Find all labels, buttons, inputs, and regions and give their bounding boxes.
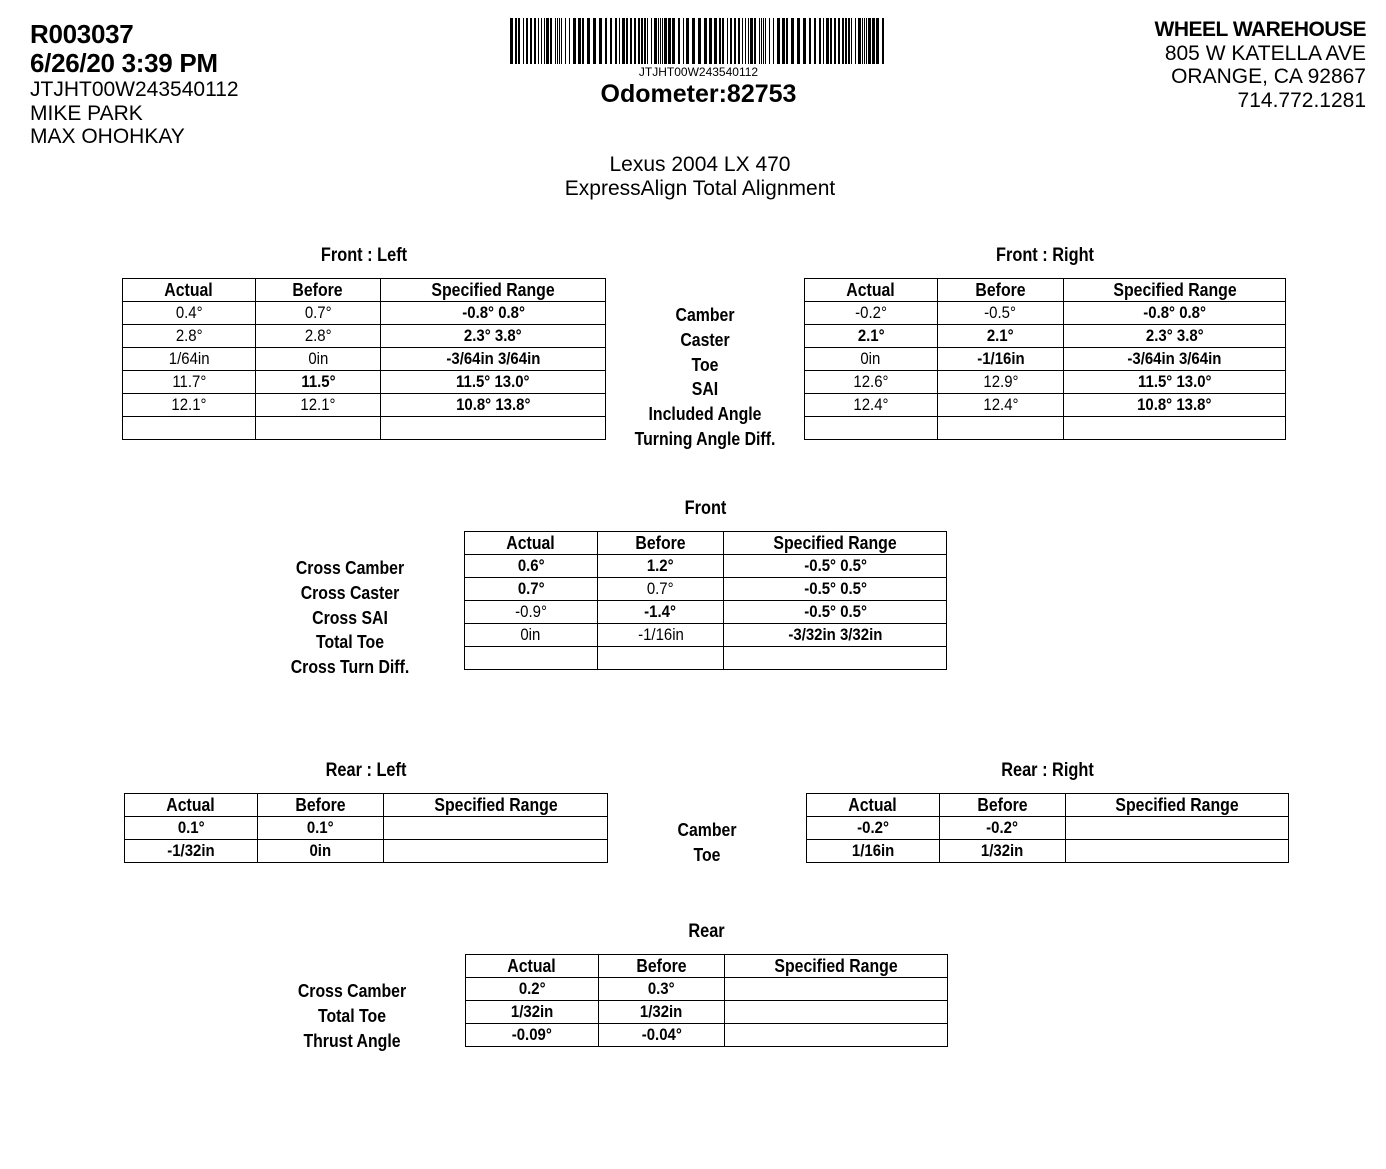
- barcode-bar: [814, 18, 816, 64]
- barcode-bar: [786, 18, 788, 64]
- cell-spec: -0.8° 0.8°: [381, 302, 606, 325]
- date-time: 6/26/20 3:39 PM: [30, 48, 218, 79]
- cell-actual: 12.1°: [123, 394, 256, 417]
- cell-spec: -0.5° 0.5°: [724, 555, 947, 578]
- barcode-bar: [882, 18, 884, 64]
- col-spec: Specified Range: [381, 279, 606, 302]
- barcode-bar: [826, 18, 829, 64]
- barcode-bar: [654, 18, 657, 64]
- cell-actual: -0.2°: [805, 302, 938, 325]
- cell-before: -1.4°: [597, 601, 724, 624]
- ro-number: R003037: [30, 19, 134, 49]
- barcode-bar: [587, 18, 590, 64]
- cell-before: 0in: [255, 348, 381, 371]
- table-row: [125, 817, 608, 840]
- barcode-bar: [692, 18, 695, 64]
- cell-actual: 0.2°: [466, 978, 599, 1001]
- barcode-bar: [842, 18, 844, 64]
- barcode-bar: [742, 18, 743, 64]
- barcode-bar: [803, 18, 806, 64]
- cell-actual: 1/64in: [123, 348, 256, 371]
- barcode-bar: [565, 18, 566, 64]
- barcode-bar: [730, 18, 732, 64]
- rear-left-title: Rear : Left: [325, 760, 407, 781]
- table-row: [807, 840, 1289, 863]
- front-left-table: [122, 278, 606, 440]
- cell-actual: [805, 417, 938, 440]
- table-row: [466, 1024, 948, 1047]
- cell-before: -1/16in: [597, 624, 724, 647]
- rear-cross-labels: [272, 979, 432, 1053]
- table-row: [465, 647, 947, 670]
- table-header-row: [123, 279, 606, 302]
- shop-address-line2: ORANGE, CA 92867: [1171, 65, 1366, 89]
- table-row: [805, 394, 1286, 417]
- barcode-bar: [872, 18, 875, 64]
- table-row: [123, 417, 606, 440]
- barcode-bar: [641, 18, 643, 64]
- barcode-bar: [745, 18, 746, 64]
- label-thrust-angle: Thrust Angle: [303, 1030, 401, 1051]
- table-row: [805, 325, 1286, 348]
- cell-spec: [1066, 817, 1289, 840]
- barcode-bar: [722, 18, 724, 64]
- odometer: Odometer:82753: [600, 80, 797, 108]
- label-sai: SAI: [691, 379, 719, 400]
- customer-info: [30, 20, 239, 149]
- cell-before: -0.04°: [598, 1024, 725, 1047]
- cell-spec: [1064, 417, 1286, 440]
- barcode-bar: [791, 18, 794, 64]
- barcode-bar: [664, 18, 667, 64]
- rear-left-table: [124, 793, 608, 863]
- label-camber: Camber: [675, 305, 735, 325]
- barcode-bar: [573, 18, 576, 64]
- cell-actual: 12.4°: [805, 394, 938, 417]
- barcode-bar: [672, 18, 675, 64]
- barcode-bar: [855, 18, 856, 64]
- cell-spec: -0.5° 0.5°: [724, 601, 947, 624]
- cell-spec: 2.3° 3.8°: [1064, 325, 1286, 348]
- cell-actual: -0.2°: [807, 817, 940, 840]
- col-spec: Specified Range: [1066, 794, 1289, 817]
- table-row: [805, 348, 1286, 371]
- barcode-bar: [866, 18, 867, 64]
- label-cross-camber: Cross Camber: [297, 981, 407, 1001]
- cell-actual: 1/32in: [466, 1001, 599, 1024]
- label-cross-sai: Cross SAI: [312, 607, 388, 628]
- label-turning-angle-diff: Turning Angle Diff.: [634, 428, 776, 449]
- barcode-bar: [845, 18, 847, 64]
- rear-row-labels: [608, 818, 806, 868]
- barcode-bar: [759, 18, 760, 64]
- cell-before: -0.2°: [939, 817, 1066, 840]
- table-row: [465, 555, 947, 578]
- label-cross-camber: Cross Camber: [295, 558, 405, 578]
- cell-spec: 2.3° 3.8°: [381, 325, 606, 348]
- barcode-bar: [550, 18, 552, 64]
- customer-name: MIKE PARK: [30, 101, 143, 125]
- col-before: Before: [255, 279, 381, 302]
- table-row: [123, 394, 606, 417]
- front-right-title: Front : Right: [995, 245, 1095, 266]
- cell-before: 12.9°: [937, 371, 1064, 394]
- cell-actual: 0.1°: [125, 817, 258, 840]
- barcode-bar: [777, 18, 780, 64]
- barcode-bar: [610, 18, 612, 64]
- barcode-bar: [599, 18, 602, 64]
- cell-spec: [381, 417, 606, 440]
- table-row: [805, 302, 1286, 325]
- cell-actual: 0.6°: [465, 555, 598, 578]
- shop-phone: 714.772.1281: [1237, 89, 1366, 113]
- barcode-bar: [851, 18, 852, 64]
- label-toe: Toe: [693, 844, 721, 865]
- barcode-bar: [754, 18, 756, 64]
- cell-actual: 2.1°: [805, 325, 938, 348]
- cell-before: 0.7°: [255, 302, 381, 325]
- label-caster: Caster: [680, 329, 730, 350]
- cell-before: [937, 417, 1064, 440]
- barcode-bar: [838, 18, 840, 64]
- table-header-row: [125, 794, 608, 817]
- barcode-bar: [651, 18, 652, 64]
- cell-actual: -0.9°: [465, 601, 598, 624]
- col-actual: Actual: [123, 279, 256, 302]
- table-row: [465, 601, 947, 624]
- cell-spec: [724, 647, 947, 670]
- cell-spec: 10.8° 13.8°: [1064, 394, 1286, 417]
- barcode-bar: [619, 18, 620, 64]
- label-toe: Toe: [691, 354, 719, 375]
- col-actual: Actual: [805, 279, 938, 302]
- cell-spec: -0.5° 0.5°: [724, 578, 947, 601]
- cell-before: 1/32in: [598, 1001, 725, 1024]
- label-included-angle: Included Angle: [648, 404, 762, 425]
- cell-before: 1.2°: [597, 555, 724, 578]
- cell-before: [597, 647, 724, 670]
- front-right-table: [804, 278, 1286, 440]
- cell-spec: [725, 978, 948, 1001]
- cell-before: 0.7°: [597, 578, 724, 601]
- table-row: [123, 302, 606, 325]
- barcode-bar: [834, 18, 836, 64]
- barcode-bar: [714, 18, 717, 64]
- barcode-bar: [559, 18, 560, 64]
- barcode-bar: [582, 18, 584, 64]
- rear-title: Rear: [688, 921, 725, 942]
- barcode-bar: [668, 18, 671, 64]
- barcode-bar: [678, 18, 680, 64]
- barcode-bar: [518, 18, 520, 64]
- barcode-bar: [638, 18, 640, 64]
- barcode-bar: [763, 18, 764, 64]
- front-left-title: Front : Left: [320, 245, 408, 266]
- table-row: [466, 978, 948, 1001]
- cell-spec: 10.8° 13.8°: [381, 394, 606, 417]
- table-row: [123, 371, 606, 394]
- cell-spec: 11.5° 13.0°: [1064, 371, 1286, 394]
- barcode-bar: [615, 18, 617, 64]
- table-header-row: [466, 955, 948, 978]
- table-row: [465, 578, 947, 601]
- vehicle-info: [0, 153, 1386, 202]
- cell-actual: [465, 647, 598, 670]
- cell-spec: [725, 1024, 948, 1047]
- col-spec: Specified Range: [1064, 279, 1286, 302]
- cell-before: 0in: [257, 840, 384, 863]
- barcode-bar: [848, 18, 850, 64]
- cell-before: 1/32in: [939, 840, 1066, 863]
- barcode-bar: [727, 18, 728, 64]
- barcode-bar: [823, 18, 824, 64]
- table-header-row: [805, 279, 1286, 302]
- barcode-bar: [686, 18, 689, 64]
- col-actual: Actual: [465, 532, 598, 555]
- barcode-bar: [538, 18, 539, 64]
- barcode-bar: [782, 18, 785, 64]
- barcode-text: JTJHT00W243540112: [638, 65, 759, 79]
- col-spec: Specified Range: [724, 532, 947, 555]
- cell-before: 2.1°: [937, 325, 1064, 348]
- cell-actual: 11.7°: [123, 371, 256, 394]
- front-row-labels: [606, 303, 804, 452]
- barcode-bar: [864, 18, 865, 64]
- label-cross-caster: Cross Caster: [300, 582, 400, 603]
- cell-actual: 0in: [805, 348, 938, 371]
- cell-actual: -0.09°: [466, 1024, 599, 1047]
- table-header-row: [807, 794, 1289, 817]
- cell-spec: [384, 840, 608, 863]
- label-total-toe: Total Toe: [315, 632, 385, 653]
- barcode-bar: [534, 18, 536, 64]
- barcode-bar: [626, 18, 628, 64]
- rear-right-table: [806, 793, 1289, 863]
- barcode-bar: [555, 18, 556, 64]
- barcode-bar: [761, 18, 762, 64]
- barcode-bar: [630, 18, 632, 64]
- rear-right-title: Rear : Right: [1001, 760, 1094, 781]
- cell-spec: -0.8° 0.8°: [1064, 302, 1286, 325]
- cell-spec: [384, 817, 608, 840]
- barcode-bar: [644, 18, 646, 64]
- barcode-bar: [557, 18, 558, 64]
- cell-actual: 2.8°: [123, 325, 256, 348]
- barcode-bar: [683, 18, 684, 64]
- vehicle-model: Lexus 2004 LX 470: [609, 153, 791, 176]
- table-row: [465, 624, 947, 647]
- barcode-bar: [704, 18, 707, 64]
- col-actual: Actual: [807, 794, 940, 817]
- vin: JTJHT00W243540112: [30, 78, 239, 102]
- cell-actual: 1/16in: [807, 840, 940, 863]
- cell-before: 12.4°: [937, 394, 1064, 417]
- col-before: Before: [939, 794, 1066, 817]
- barcode-bar: [709, 18, 712, 64]
- barcode-bar: [523, 18, 524, 64]
- cell-spec: -3/64in 3/64in: [381, 348, 606, 371]
- col-actual: Actual: [125, 794, 258, 817]
- barcode-bar: [544, 18, 545, 64]
- barcode-bar: [797, 18, 800, 64]
- cell-before: -0.5°: [937, 302, 1064, 325]
- table-row: [805, 371, 1286, 394]
- barcode-bar: [546, 18, 549, 64]
- barcode-bar: [862, 18, 863, 64]
- cell-before: 0.1°: [257, 817, 384, 840]
- cell-actual: -1/32in: [125, 840, 258, 863]
- table-row: [123, 348, 606, 371]
- col-spec: Specified Range: [725, 955, 948, 978]
- cell-actual: 0.4°: [123, 302, 256, 325]
- cell-before: 11.5°: [255, 371, 381, 394]
- barcode-bar: [530, 18, 532, 64]
- cell-actual: [123, 417, 256, 440]
- col-spec: Specified Range: [384, 794, 608, 817]
- cell-spec: 11.5° 13.0°: [381, 371, 606, 394]
- technician-name: MAX OHOHKAY: [30, 125, 185, 149]
- barcode-bar: [719, 18, 721, 64]
- col-before: Before: [598, 955, 725, 978]
- table-row: [466, 1001, 948, 1024]
- cell-spec: [1066, 840, 1289, 863]
- front-cross-table: [464, 531, 947, 670]
- cell-before: [255, 417, 381, 440]
- cell-spec: -3/64in 3/64in: [1064, 348, 1286, 371]
- table-row: [123, 325, 606, 348]
- barcode-bar: [662, 18, 663, 64]
- front-cross-labels: [270, 556, 430, 680]
- barcode-bar: [738, 18, 740, 64]
- cell-actual: 0.7°: [465, 578, 598, 601]
- shop-info: [1155, 18, 1366, 113]
- barcode-bar: [647, 18, 648, 64]
- table-header-row: [465, 532, 947, 555]
- rear-cross-table: [465, 954, 948, 1047]
- barcode-bar: [541, 18, 542, 64]
- col-actual: Actual: [466, 955, 599, 978]
- barcode-bar: [773, 18, 774, 64]
- barcode-bar: [698, 18, 701, 64]
- front-title: Front: [684, 498, 727, 519]
- barcode-bar: [510, 18, 513, 64]
- barcode-bar: [809, 18, 811, 64]
- service-name: ExpressAlign Total Alignment: [564, 177, 836, 201]
- barcode-bar: [769, 18, 770, 64]
- cell-before: -1/16in: [937, 348, 1064, 371]
- barcode-bar: [868, 18, 871, 64]
- col-before: Before: [597, 532, 724, 555]
- barcode-bar: [748, 18, 749, 64]
- label-total-toe: Total Toe: [317, 1005, 387, 1026]
- barcode-bar: [578, 18, 581, 64]
- barcode-bar: [858, 18, 861, 64]
- barcode-bar: [605, 18, 607, 64]
- cell-before: 2.8°: [255, 325, 381, 348]
- shop-name: WHEEL WAREHOUSE: [1154, 18, 1366, 41]
- barcode-bar: [734, 18, 736, 64]
- cell-before: 0.3°: [598, 978, 725, 1001]
- cell-actual: 0in: [465, 624, 598, 647]
- barcode-bar: [876, 18, 879, 64]
- barcode-bar: [561, 18, 562, 64]
- barcode-bar: [658, 18, 659, 64]
- barcode-bar: [515, 18, 517, 64]
- cell-spec: -3/32in 3/32in: [724, 624, 947, 647]
- cell-spec: [725, 1001, 948, 1024]
- barcode-bar: [750, 18, 753, 64]
- barcode-bar: [526, 18, 528, 64]
- col-before: Before: [257, 794, 384, 817]
- barcode-bar: [569, 18, 570, 64]
- cell-actual: 12.6°: [805, 371, 938, 394]
- col-before: Before: [937, 279, 1064, 302]
- barcode-bar: [660, 18, 661, 64]
- label-camber: Camber: [677, 820, 737, 840]
- barcode-bar: [819, 18, 821, 64]
- barcode-bar: [765, 18, 766, 64]
- table-row: [805, 417, 1286, 440]
- table-row: [125, 840, 608, 863]
- shop-address-line1: 805 W KATELLA AVE: [1164, 41, 1366, 65]
- barcode-bar: [634, 18, 636, 64]
- barcode-bar: [622, 18, 625, 64]
- label-cross-turn-diff: Cross Turn Diff.: [290, 657, 410, 678]
- barcode-bar: [593, 18, 596, 64]
- cell-before: 12.1°: [255, 394, 381, 417]
- barcode: [510, 18, 887, 64]
- barcode-bar: [830, 18, 832, 64]
- table-row: [807, 817, 1289, 840]
